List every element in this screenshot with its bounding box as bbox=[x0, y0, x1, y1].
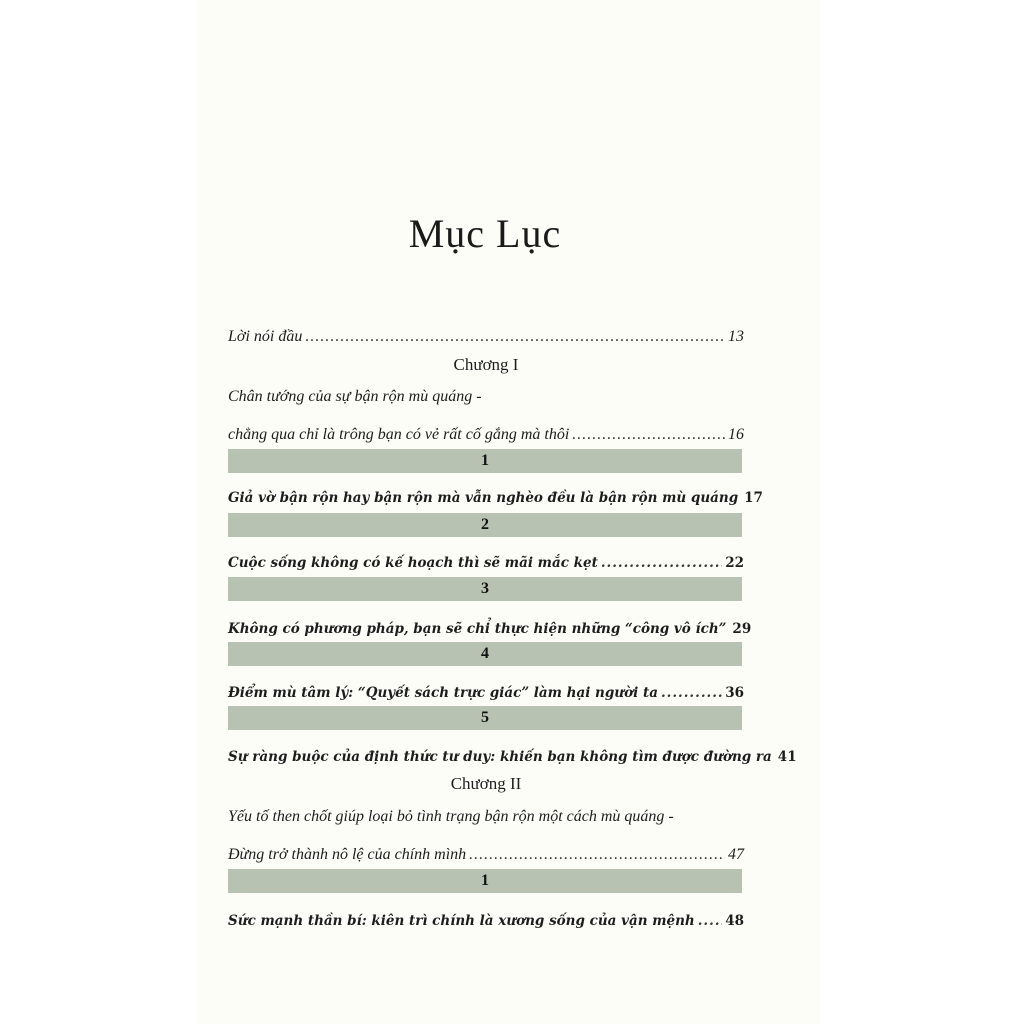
toc-entry-text: Giả vờ bận rộn hay bận rộn mà vẫn nghèo đều là bận rộn mù quáng bbox=[228, 490, 739, 506]
toc-entry-text: Cuộc sống không có kế hoạch thì sẽ mãi mắc kẹt bbox=[228, 555, 598, 571]
toc-page-number: 41 bbox=[777, 749, 797, 765]
toc-page-number: 13 bbox=[728, 328, 744, 345]
dot-leader bbox=[572, 426, 725, 444]
toc-entry-section-4 bbox=[228, 678, 744, 702]
toc-page-number: 22 bbox=[725, 555, 744, 571]
section-band-1: 1 bbox=[228, 449, 742, 473]
toc-entry-chapter-2-section-1 bbox=[228, 906, 744, 930]
toc-entry-chapter-2 bbox=[228, 840, 744, 864]
toc-entry-text: Lời nói đầu bbox=[228, 328, 303, 345]
toc-page-number: 48 bbox=[725, 913, 744, 929]
toc-entry-section-3 bbox=[228, 614, 752, 638]
chapter-1-title-line-1: Chân tướng của sự bận rộn mù quáng - bbox=[228, 388, 482, 405]
chapter-heading-2: Chương II bbox=[450, 774, 522, 793]
dot-leader bbox=[601, 554, 722, 572]
toc-entry-section-1 bbox=[228, 483, 763, 507]
dot-leader bbox=[469, 846, 725, 864]
section-band-2: 2 bbox=[228, 513, 742, 537]
section-band-chapter-2-1: 1 bbox=[228, 869, 742, 893]
toc-page-number: 29 bbox=[732, 621, 752, 637]
toc-entry-text: chẳng qua chỉ là trông bạn có vẻ rất cố gắng mà thôi bbox=[228, 426, 570, 443]
toc-page-number: 16 bbox=[728, 426, 744, 443]
toc-entry-section-5 bbox=[228, 742, 797, 766]
toc-entry-text: Sức mạnh thần bí: kiên trì chính là xương sống của vận mệnh bbox=[228, 913, 695, 929]
toc-entry-text: Sự ràng buộc của định thức tư duy: khiến bạn không tìm được đường ra bbox=[228, 749, 772, 765]
toc-page-number: 36 bbox=[725, 685, 744, 701]
toc-page-number: 17 bbox=[744, 490, 763, 506]
toc-entry-text: Không có phương pháp, bạn sẽ chỉ thực hiện những “công vô ích” bbox=[228, 621, 727, 637]
chapter-2-title-line-1: Yếu tố then chốt giúp loại bỏ tình trạng bận rộn một cách mù quáng - bbox=[228, 808, 674, 825]
section-band-3: 3 bbox=[228, 577, 742, 601]
dot-leader bbox=[661, 684, 722, 702]
dot-leader bbox=[698, 912, 722, 930]
page-title: Mục Lục bbox=[408, 211, 562, 256]
toc-entry-chapter-1 bbox=[228, 420, 744, 444]
section-band-4: 4 bbox=[228, 642, 742, 666]
toc-entry-text: Điểm mù tâm lý: “Quyết sách trực giác” làm hại người ta bbox=[228, 685, 658, 701]
section-band-5: 5 bbox=[228, 706, 742, 730]
toc-page-number: 47 bbox=[728, 846, 744, 863]
chapter-heading-1: Chương I bbox=[453, 355, 519, 374]
toc-entry-preface bbox=[228, 322, 744, 346]
toc-entry-section-2 bbox=[228, 548, 744, 572]
toc-entry-text: Đừng trở thành nô lệ của chính mình bbox=[228, 846, 467, 863]
dot-leader bbox=[305, 328, 725, 346]
